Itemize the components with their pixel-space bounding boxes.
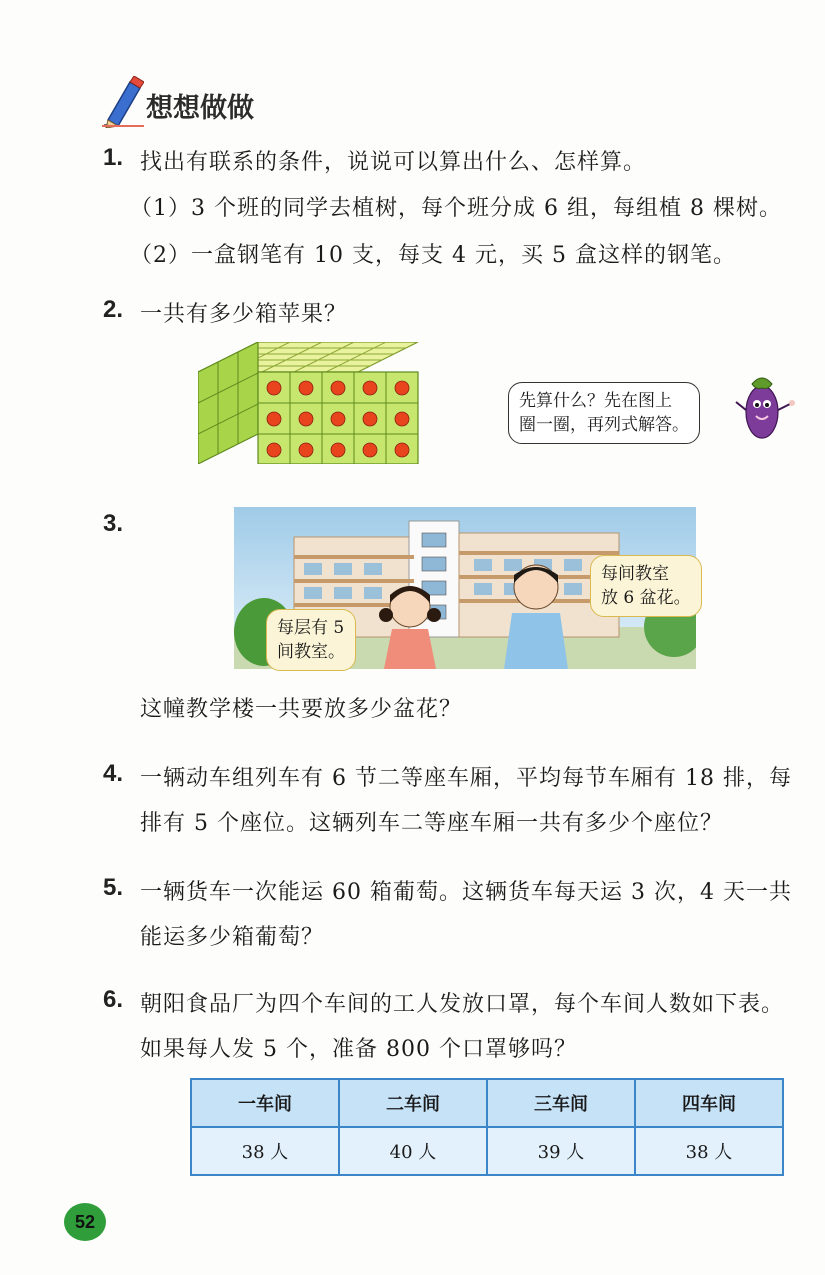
problem-1-sub-1: （1）3 个班的同学去植树，每个班分成 6 组，每组植 8 棵树。	[130, 196, 782, 221]
workshop-headcount-table	[190, 1078, 784, 1176]
boy-speech-bubble	[590, 555, 702, 617]
problem-1-number: 1.	[103, 144, 124, 171]
section-title: 想想做做	[146, 93, 254, 124]
table-row	[191, 1127, 783, 1175]
problem-3-question: 这幢教学楼一共要放多少盆花？	[140, 697, 463, 722]
problem-6-line-1: 朝阳食品厂为四个车间的工人发放口罩，每个车间人数如下表。	[140, 992, 785, 1017]
girl-bubble-line-1: 每层有 5	[277, 618, 345, 638]
table-cell: 40 人	[339, 1127, 487, 1175]
problem-3-number: 3.	[103, 510, 124, 537]
page-number: 52	[74, 1211, 96, 1232]
apple-crate-stack-illustration	[198, 342, 420, 464]
problem-4-number: 4.	[103, 760, 124, 787]
girl-speech-bubble	[266, 609, 356, 671]
table-header-cell: 二车间	[339, 1079, 487, 1127]
table-header-cell: 三车间	[487, 1079, 635, 1127]
problem-5-line-1: 一辆货车一次能运 60 箱葡萄。这辆货车每天运 3 次，4 天一共	[140, 880, 792, 905]
page-number-badge	[64, 1203, 106, 1241]
table-cell: 39 人	[487, 1127, 635, 1175]
problem-4-line-1: 一辆动车组列车有 6 节二等座车厢，平均每节车厢有 18 排，每	[140, 766, 792, 791]
table-header-row	[191, 1079, 783, 1127]
problem-2-number: 2.	[103, 296, 124, 323]
problem-1-sub-2: （2）一盒钢笔有 10 支，每支 4 元，买 5 盒这样的钢笔。	[130, 243, 736, 268]
problem-6-number: 6.	[103, 986, 124, 1013]
problem-2-text: 一共有多少箱苹果？	[140, 302, 348, 327]
problem-4-line-2: 排有 5 个座位。这辆列车二等座车厢一共有多少个座位？	[140, 811, 723, 836]
eggplant-mascot-icon	[732, 370, 796, 442]
problem-5-line-2: 能运多少箱葡萄？	[140, 925, 325, 950]
hint-line-1: 先算什么？先在图上	[519, 391, 672, 411]
girl-bubble-line-2: 间教室。	[277, 642, 345, 662]
boy-bubble-line-1: 每间教室	[601, 564, 669, 584]
table-header-cell: 四车间	[635, 1079, 783, 1127]
table-cell: 38 人	[635, 1127, 783, 1175]
pencil-icon	[100, 76, 144, 128]
problem-2-hint-bubble	[508, 382, 700, 444]
problem-1-text: 找出有联系的条件，说说可以算出什么、怎样算。	[140, 150, 647, 175]
table-header-cell: 一车间	[191, 1079, 339, 1127]
hint-line-2: 圈一圈，再列式解答。	[519, 415, 689, 435]
table-cell: 38 人	[191, 1127, 339, 1175]
problem-5-number: 5.	[103, 874, 124, 901]
boy-bubble-line-2: 放 6 盆花。	[601, 588, 691, 608]
problem-6-line-2: 如果每人发 5 个，准备 800 个口罩够吗？	[140, 1037, 577, 1062]
